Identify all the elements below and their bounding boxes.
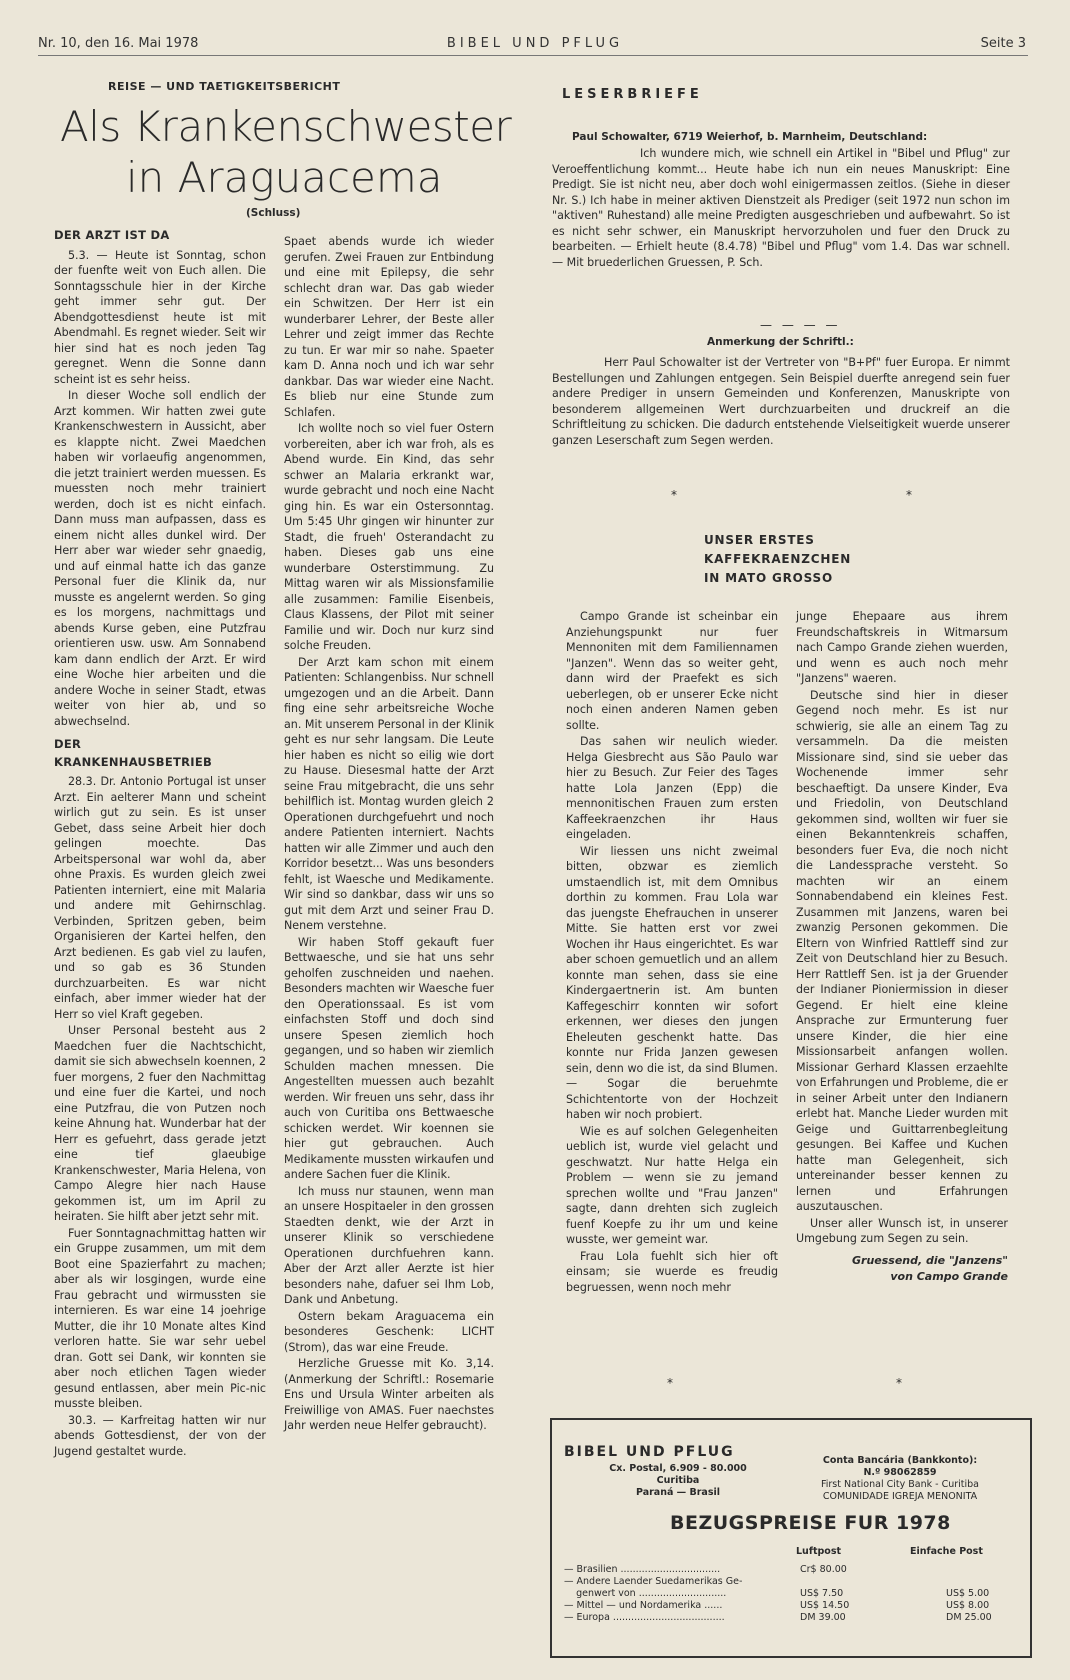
bank-info-line: First National City Bank - Curitiba: [820, 1479, 979, 1490]
letter-body: [552, 146, 1010, 271]
signature-line: von Campo Grande: [890, 1269, 1008, 1283]
price-einfache: DM 25.00: [946, 1612, 992, 1623]
paragraph: In dieser Woche soll endlich der Arzt kommen. Wir hatten zwei gute Krankenschwestern in Aussicht, aber es klappte nicht. Zwei Maedchen haben wir vorlaeufig angenommen, die jetzt trainiert werden muessen. Es muessten noch mehr trainiert werden, doch ist es nicht einfach. Dann muss man aufpassen, dass es einem nicht alles dunkel wird. Der Herr aber war wieder sehr gnaedig, und auf einmal hatte ich das ganze Personal fuer die Klinik da, nur musste es angelernt werden. So ging es los morgens, nachmittags und abends Kurse geben, eine Putzfrau orientieren usw. usw. Am Sonnabend kam dann endlich der Arzt. Er wird eine Woche hier arbeiten und die andere Woche in seiner Stadt, etwas weiter von hier ab, und so abwechselnd.: [54, 389, 266, 728]
price-luftpost: US$ 7.50: [800, 1588, 844, 1599]
article-column-1: [54, 224, 266, 1460]
price-region: — Brasilien .................................: [564, 1564, 721, 1575]
price-row: [564, 1612, 1024, 1624]
price-row: [564, 1576, 1024, 1588]
paragraph: Herzliche Gruesse mit Ko. 3,14. (Anmerkung der Schriftl.: Rosemarie Ens und Ursula Winter arbeiten als Freiwillige von AMAS. Fuer naechstes Jahr werden neue Helfer gebraucht).: [284, 1357, 494, 1432]
paragraph: Das sahen wir neulich wieder. Helga Giesbrecht aus São Paulo war hier zu Besuch. Zur Feier des Tages hatte Lola Janzen (Epp) die mennonitischen Frauen zum ersten Kaffeekraenzchen ihr Haus eingeladen.: [566, 735, 778, 841]
subscription-box: [550, 1418, 1032, 1658]
paragraph: Herr Paul Schowalter ist der Vertreter von "B+Pf" fuer Europa. Er nimmt Bestellungen und Zahlungen entgegen. Sein Beispiel duerfte anregend sein fuer andere Prediger in unsern Gemeinden und Konferenzen, Manuskripte von besonderem allgemeinen Wert durchzuarbeiten und druckreif an die Schriftleitung zu schicken. Die dadurch entstehende Vielseitigkeit wuerde unserer ganzen Leserschaft zum Segen werden.: [552, 356, 1010, 447]
price-region: — Mittel — und Nordamerika ......: [564, 1600, 723, 1611]
paragraph: Frau Lola fuehlt sich hier oft einsam; sie wuerde es freudig begruessen, wenn noch mehr: [566, 1249, 778, 1294]
paragraph: Wir haben Stoff gekauft fuer Bettwaesche, und sie hat uns sehr geholfen zuschneiden und naehen. Besonders machten wir Waesche fuer den Operationssaal. Es ist vom einfachsten Stoff und doch sind unsere Spesen ziemlich hoch gegangen, und so haben wir ziemlich Schulden machen mnessen. Die Angestellten muessen auch bezahlt werden. Wir freuen uns sehr, dass ihr auch von Curitiba ons Bettwaesche schicken werdet. Wir koennen sie hier gut gebrauchen. Auch Medikamente mussten wirkaufen und andere Sachen fuer die Klinik.: [284, 935, 494, 1181]
letter-sender: Paul Schowalter, 6719 Weierhof, b. Marnheim, Deutschland:: [572, 131, 928, 143]
paragraph: Ostern bekam Araguacema ein besonderes Geschenk: LICHT (Strom), das war eine Freude.: [284, 1309, 494, 1354]
article-note: (Schluss): [246, 207, 301, 219]
kaffee-title-line: KAFFEKRAENZCHEN: [704, 552, 852, 566]
section-heading: DER: [54, 737, 82, 751]
box-address: [588, 1463, 768, 1499]
paragraph: Unser aller Wunsch ist, in unserer Umgebung zum Segen zu sein.: [796, 1216, 1008, 1245]
price-region: — Europa .....................................: [564, 1612, 725, 1623]
col-header-einfache: Einfache Post: [910, 1546, 983, 1557]
col-header-luftpost: Luftpost: [796, 1546, 842, 1557]
kaffee-column-1: [566, 609, 778, 1296]
price-row: [564, 1564, 1024, 1576]
paper-name: BIBEL UND PFLUG: [446, 36, 624, 51]
editor-remark-heading: Anmerkung der Schriftl.:: [707, 336, 854, 348]
article-title-line2: in Araguacema: [126, 153, 443, 202]
paragraph: Wir liessen uns nicht zweimal bitten, obzwar es ziemlich umstaendlich ist, mit dem Omnibus dorthin zu kommen. Frau Lola war das juengste Ehefrauchen in unserer Mitte. Sie hatten erst vor zwei Wochen ihr Haus eingerichtet. Es war aber schoen gemuetlich und an allem konnte man sehen, dass sie eine Kindergaertnerin ist. Am bunten Kaffegeschirr konnten wir sofort erkennen, wer dieses den jungen Eheleuten geschenkt hatte. Das konnte nur Frida Janzen gewesen sein, denn wo die ist, da sind Blumen. — Sogar die beruehmte Schichtentorte von der Hochzeit haben wir noch probiert.: [566, 844, 778, 1121]
signature-line: Gruessend, die "Janzens": [852, 1253, 1008, 1267]
separator-star: *: [906, 488, 912, 502]
paragraph: Wie es auf solchen Gelegenheiten ueblich ist, wurde viel gelacht und geschwatzt. Nur hatte Helga ein Problem — wenn sie zu jemand sprechen wollte und "Frau Janzen" sagte, dann drehten sich zugleich fuenf Koepfe zu ihr um und keine wusste, wer gemeint war.: [566, 1124, 778, 1246]
paragraph: Fuer Sonntagnachmittag hatten wir ein Gruppe zusammen, um mit dem Boot eine Spazierfahrt zu machen; aber als wir losgingen, wurde eine Frau gebracht und wirmussten sie internieren. Es war eine 14 joehrige Mutter, die ihr 10 Monate altes Kind verloren hatte. Sie war sehr uebel dran. Gott sei Dank, wir konnten sie aber noch etlichen Tagen wieder gesund entlassen, aber mein Pic-nic musste bleiben.: [54, 1226, 266, 1410]
article-column-2: [284, 234, 494, 1435]
header-rule: [38, 55, 1028, 56]
price-luftpost: US$ 14.50: [800, 1600, 850, 1611]
separator-dashes: — — — —: [760, 318, 841, 332]
paragraph: Ich muss nur staunen, wenn man an unsere Hospitaeler in den grossen Staedten denkt, wie der Arzt in unserer Klinik so verschiedene Operationen durchfuehren kann. Aber der Arzt aller Aerzte ist hier besonders nahe, dafuer sei Ihm Lob, Dank und Anbetung.: [284, 1184, 494, 1306]
section-heading: DER ARZT IST DA: [54, 228, 170, 242]
section-heading: KRANKENHAUSBETRIEB: [54, 754, 213, 769]
price-row: [564, 1600, 1024, 1612]
price-luftpost: Cr$ 80.00: [800, 1564, 847, 1575]
bank-info: [790, 1455, 1010, 1503]
price-title: BEZUGSPREISE FUR 1978: [670, 1512, 951, 1534]
paragraph: 30.3. — Karfreitag hatten wir nur abends Gottesdienst, der von der Jugend gestaltet wurde.: [54, 1413, 266, 1458]
price-region: genwert von .............................: [564, 1588, 727, 1599]
paragraph: Der Arzt kam schon mit einem Patienten: Schlangenbiss. Nur schnell umgezogen und an die Arbeit. Dann fing eine sehr arbeitsreiche Woche an. Mit unserem Personal in der Klinik geht es nur sehr langsam. Die Leute hier haben es nicht so eilig wie dort zu Hause. Diesesmal hatte der Arzt seine Frau mitgebracht, die uns sehr behilflich ist. Montag wurden gleich 2 Operationen durchgefuehrt und noch andere Patienten interniert. Nachts hatten wir alle Zimmer und auch den Korridor besetzt... Was uns besonders fehlt, ist Waesche und Medikamente. Wir sind so dankbar, dass wir uns so gut mit dem Arzt und seiner Frau D. Nenem verstehne.: [284, 655, 494, 932]
box-address-line: Paraná — Brasil: [635, 1487, 720, 1498]
page-number: Seite 3: [980, 36, 1026, 51]
letters-title: LESERBRIEFE: [562, 87, 703, 102]
kaffee-title-line: UNSER ERSTES: [704, 533, 815, 547]
paragraph: Unser Personal besteht aus 2 Maedchen fuer die Nachtschicht, damit sie sich abwechseln koennen, 2 fuer morgens, 2 fuer den Nachmittag und eine fuer die Kartei, und noch eine Putzfrau, die von Putzen noch keine Ahnung hat. Wunderbar hat der Herr es gefuehrt, dass gerade jetzt eine tief glaeubige Krankenschwester, Maria Helena, von Campo Alegre hier nach Hause gekommen ist, um im April zu heiraten. Sie hilft aber jetzt sehr mit.: [54, 1024, 266, 1223]
paragraph: junge Ehepaare aus ihrem Freundschaftskreis in Witmarsum nach Campo Grande ziehen wuerden, und wenn es auch noch mehr "Janzens" waeren.: [796, 610, 1008, 685]
price-einfache: US$ 5.00: [946, 1588, 990, 1599]
paragraph: 28.3. Dr. Antonio Portugal ist unser Arzt. Ein aelterer Mann und scheint wirlich gut zu sein. Es ist unser Gebet, dass seine Arbeit hier doch gelingen moechte. Das Arbeitspersonal war wohl da, aber ohne Praxis. Es wurden gleich zwei Patienten interniert, eine mit Malaria und andere mit Gehirnschlag. Verbinden, Spritzen geben, beim Organisieren der Kartei helfen, den Arzt bedienen. Es gab viel zu laufen, und so gab es 36 Stunden durchzuarbeiten. Es war nicht einfach, aber immer wieder hat der Herr so viel Kraft gegeben.: [54, 775, 266, 1021]
separator-star: *: [671, 488, 677, 502]
bank-info-line: Conta Bancária (Bankkonto):: [822, 1455, 978, 1466]
box-paper-name: BIBEL UND PFLUG: [564, 1444, 735, 1460]
bank-info-line: COMUNIDADE IGREJA MENONITA: [822, 1491, 978, 1502]
price-einfache: US$ 8.00: [946, 1600, 990, 1611]
editor-remark-body: [552, 355, 1010, 449]
price-luftpost: DM 39.00: [800, 1612, 846, 1623]
price-region: — Andere Laender Suedamerikas Ge-: [564, 1576, 743, 1587]
price-row: [564, 1588, 1024, 1600]
article-kicker: REISE — UND TAETIGKEITSBERICHT: [108, 80, 341, 93]
paragraph: Campo Grande ist scheinbar ein Anziehungspunkt nur fuer Mennoniten mit dem Familiennamen "Janzen". Wenn das so weiter geht, dann wird der Praefekt es sich ueberlegen, ob er unserer Ecke nicht noch einen anderen Namen geben sollte.: [566, 610, 778, 732]
paragraph: Ich wollte noch so viel fuer Ostern vorbereiten, aber ich war froh, als es Abend wurde. Ein Kind, das sehr schwer an Malaria erkrankt war, wurde gebracht und noch eine Nacht ging hin. Es war ein Ostersonntag. Um 5:45 Uhr gingen wir hinunter zur Stadt, die frueh' Osterandacht zu haben. Dieses gab uns eine wunderbare Osterstimmung. Zu Mittag waren wir als Missionsfamilie alle zusammen: Familie Eisenbeis, Claus Klassens, der Pilot mit seiner Familie und wir. Doch nur kurz sind solche Freuden.: [284, 422, 494, 652]
separator-star: *: [896, 1376, 902, 1390]
kaffee-title-line: IN MATO GROSSO: [704, 571, 833, 585]
kaffee-column-2: [796, 609, 1008, 1285]
kaffee-title: [704, 531, 851, 588]
article-title-line1: Als Krankenschwester: [60, 102, 512, 151]
paragraph: Spaet abends wurde ich wieder gerufen. Zwei Frauen zur Entbindung und eine mit Epilepsy, die sehr schlecht dran war. Das gab wieder ein Schwitzen. Der Herr ist ein wunderbarer Lehrer, der Beste aller Lehrer und zeigt immer das Rechte zu tun. Er war mir so nahe. Spaeter kam D. Anna noch und ich war sehr dankbar. Das war wieder eine Nacht. Es blieb nur eine Stunde zum Schlafen.: [284, 235, 494, 419]
paragraph: Ich wundere mich, wie schnell ein Artikel in "Bibel und Pflug" zur Veroeffentlichung kommt... Heute habe ich nun ein neues Manuskript: Eine Predigt. Sie ist nicht neu, aber doch wohl einigermassen zeitlos. (Siehe in dieser Nr. S.) Ich habe in meiner aktiven Dienstzeit als Prediger (seit 1972 nun schon im "aktiven" Ruhestand) alle meine Predigten ausgeschrieben und aufbewahrt. So ist es nicht sehr schwer, ein Manuskript hervorzuholen und fuer den Druck zu bearbeiten. — Erhielt heute (8.4.78) "Bibel und Pflug" vom 1.4. Das war schnell. — Mit bruederlichen Gruessen, P. Sch.: [552, 147, 1010, 269]
bank-info-line: N.º 98062859: [863, 1467, 937, 1478]
paragraph: Deutsche sind hier in dieser Gegend noch mehr. Es ist nur schwierig, sie alle an einem Tag zu versammeln. Da die meisten Missionare sind, sind sie ueber das Wochenende immer sehr beschaeftigt. Da unsere Kinder, Eva und Friedolin, von Deutschland gekommen sind, wollten wir fuer sie einen Bekanntenkreis schaffen, besonders fuer Eva, die noch nicht die Landessprache versteht. So machten wir an einem Sonnabendabend ein kleines Fest. Zusammen mit Janzens, waren bei zwanzig Personen gekommen. Die Eltern von Winfried Rattleff sind zur Zeit von Deutschland hier zu Besuch. Herr Rattleff Sen. ist ja der Gruender der Indianer Pioniermission in dieser Gegend. Er hielt eine kleine Ansprache zur Ermunterung fuer unsere Kinder, die hier eine Missionsarbeit anfangen wollen. Missionar Gerhard Klassen erzaehlte von Erfahrungen und Probleme, die er in seiner Arbeit unter den Indianern erlebt hat. Manche Lieder wurden mit Geige und Guittarrenbegleitung gesungen. Bei Kaffee und Kuchen hatte man Gelegenheit, sich untereinander besser kennen zu lernen und Erfahrungen auszutauschen.: [796, 688, 1008, 1213]
signature: [796, 1253, 1008, 1285]
box-address-line: Cx. Postal, 6.909 - 80.000 Curitiba: [609, 1463, 747, 1486]
paragraph: 5.3. — Heute ist Sonntag, schon der fuenfte weit von Euch allen. Die Sonntagsschule hier in der Kirche geht immer sehr gut. Der Abendgottesdienst heute ist mit Abendmahl. Es regnet wieder. Seit wir hier sind hat es noch jeden Tag geregnet. Wenn die Sonne dann scheint ist es sehr heiss.: [54, 248, 266, 386]
issue-date: Nr. 10, den 16. Mai 1978: [38, 36, 199, 51]
separator-star: *: [667, 1376, 673, 1390]
